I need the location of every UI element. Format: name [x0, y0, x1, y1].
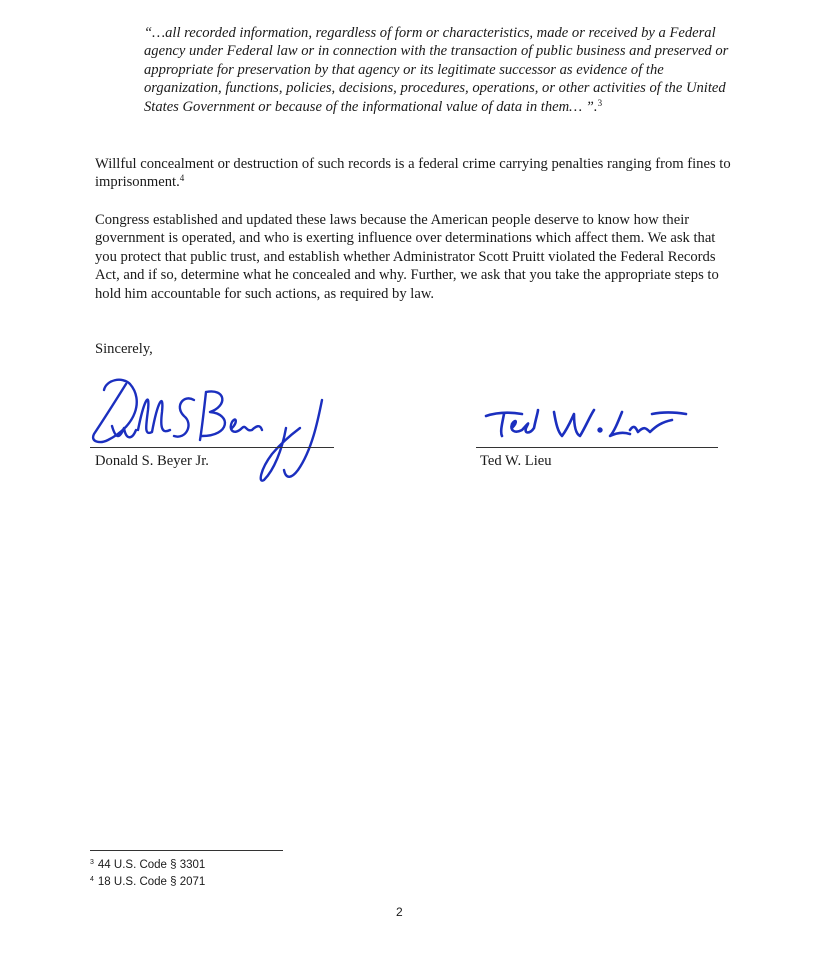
- quote-text: “…all recorded information, regardless of form or characteristics, made or received by a Federal agency under Federal law or in connection with the transaction of public business and preserved or appropriate for preservation by that agency or its legitimate successor as evidence of the organization, functions, policies, decisions, procedures, operations, or other activities of the United States Government or because of the informational value of data in them… ”.: [144, 25, 729, 115]
- footnote-3: [90, 859, 205, 871]
- page-number: 2: [396, 905, 403, 919]
- signer-name-lieu: Ted W. Lieu: [480, 453, 552, 469]
- signature-line-beyer: [90, 447, 334, 448]
- footnote-4: [90, 876, 205, 888]
- signer-name-beyer: Donald S. Beyer Jr.: [95, 453, 209, 469]
- footnote-4-text: 18 U.S. Code § 2071: [97, 876, 206, 888]
- footnote-separator: [90, 850, 283, 851]
- paragraph-request: [95, 211, 735, 303]
- footnote-4-number: 4: [90, 876, 94, 883]
- signature-line-lieu: [476, 447, 718, 448]
- paragraph-penalties-text: Willful concealment or destruction of such records is a federal crime carrying penalties ranging from fines to imprisonment.: [95, 156, 731, 191]
- quote-footnote-ref: 3: [597, 97, 603, 108]
- block-quote: [144, 24, 744, 116]
- paragraph-penalties-footnote-ref: 4: [179, 173, 185, 184]
- paragraph-request-text: Congress established and updated these laws because the American people deserve to know how their government is operated, and who is exerting influence over determinations which affect them. We ask that you protect that public trust, and establish whether Administrator Scott Pruitt violated the Federal Records Act, and if so, determine what he concealed and why. Further, we ask that you take the appropriate steps to hold him accountable for such actions, as required by law.: [95, 212, 719, 302]
- signature-beyer: [86, 370, 346, 490]
- closing-salutation: Sincerely,: [95, 341, 153, 357]
- paragraph-penalties: [95, 155, 735, 192]
- footnote-3-text: 44 U.S. Code § 3301: [97, 859, 206, 871]
- signature-lieu: [482, 400, 692, 448]
- footnote-3-number: 3: [90, 859, 94, 866]
